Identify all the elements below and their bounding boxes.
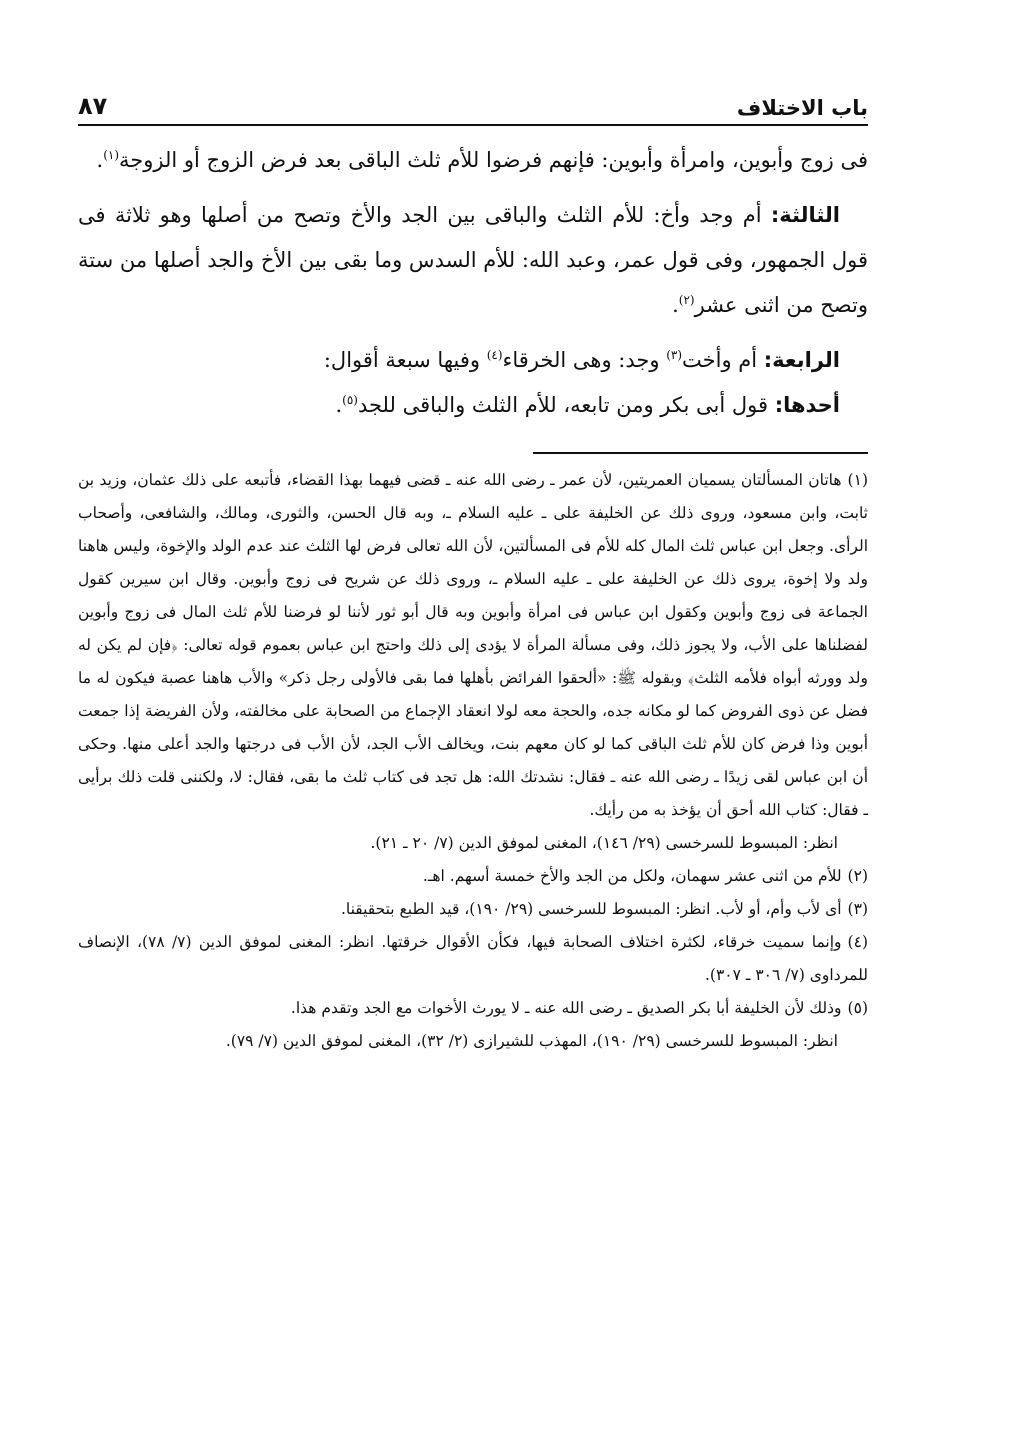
footnote-number: (٢) (847, 867, 868, 885)
paragraph (78, 138, 868, 183)
footnote (78, 893, 868, 926)
footnote-ref: (٤) (486, 348, 503, 362)
footnote-text: وذلك لأن الخليفة أبا بكر الصديق ـ رضى الله عنه ـ لا يورث الأخوات مع الجد وتقدم هذا. (290, 999, 842, 1017)
footnote-ref: (٥) (342, 393, 358, 407)
page-number: ٨٧ (78, 92, 108, 120)
footnotes (78, 464, 868, 1058)
footnote-number: (٤) (847, 933, 868, 951)
book-page (78, 84, 868, 1058)
paragraph (78, 383, 868, 428)
paragraph-end: . (672, 293, 679, 317)
paragraph-text: وجد: وهى الخرقاء (502, 348, 667, 372)
footnote-text: للأم من اثنى عشر سهمان، ولكل من الجد والأخ خمسة أسهم. اهـ. (422, 867, 842, 885)
footnote (78, 926, 868, 992)
paragraph-text: فى زوج وأبوين، وامرأة وأبوين: فإنهم فرضوا للأم ثلث الباقى بعد فرض الزوج أو الزوجة (119, 148, 868, 172)
footnote (78, 860, 868, 893)
footnote-ref: (١) (103, 148, 120, 162)
paragraph-lead: الرابعة: (763, 348, 840, 372)
footnote-divider (533, 452, 868, 454)
paragraph-end: . (96, 148, 104, 172)
footnote-text: أى لأب وأم، أو لأب. انظر: المبسوط للسرخسى (٢٩/ ١٩٠)، قيد الطبع بتحقيقنا. (340, 900, 842, 918)
paragraph (78, 193, 868, 328)
paragraph-text: وفيها سبعة أقوال: (323, 348, 487, 372)
footnote-ref: (٣) (666, 348, 683, 362)
paragraph-lead: الثالثة: (770, 203, 840, 227)
footnote (78, 992, 868, 1025)
running-title: باب الاختلاف (736, 96, 868, 120)
footnote-number: (٣) (847, 900, 868, 918)
main-text (78, 138, 868, 428)
paragraph (78, 338, 868, 383)
footnote-reference: انظر: المبسوط للسرخسى (٢٩/ ١٤٦)، المغنى لموفق الدين (٧/ ٢٠ ـ ٢١). (370, 834, 838, 852)
footnote-reference: انظر: المبسوط للسرخسى (٢٩/ ١٩٠)، المهذب للشيرازى (٢/ ٣٢)، المغنى لموفق الدين (٧/ ٧٩). (225, 1032, 838, 1050)
footnote (78, 464, 868, 827)
footnote-number: (٥) (847, 999, 868, 1017)
paragraph-text: قول أبى بكر ومن تابعه، للأم الثلث والباقى للجد (357, 393, 775, 417)
footnote-ref: (٢) (678, 293, 695, 307)
paragraph-text: أم وجد وأخ: للأم الثلث والباقى بين الجد والأخ وتصح من أصلها وهو ثلاثة فى قول الجمهور، وفى قول عمر، وعبد الله: للأم السدس وما بقى بين الأخ والجد أصلها من ستة وتصح من اثنى عشر (78, 203, 868, 317)
paragraph-end: . (335, 393, 343, 417)
paragraph-text: أم وأخت (682, 348, 764, 372)
page-header (78, 84, 868, 126)
footnote-text: هاتان المسألتان يسميان العمريتين، لأن عمر ـ رضى الله عنه ـ قضى فيهما بهذا القضاء، فأتبعه على ذلك عثمان، وزيد بن ثابت، وابن مسعود، وروى ذلك عن الخليفة على ـ عليه السلام ـ، وبه قال الحسن، والثورى، ومالك، والشافعى، وأصحاب الرأى. وجعل ابن عباس ثلث المال كله للأم فى المسألتين، لأن الله تعالى فرض لها الثلث عند عدم الولد والإخوة، وليس هاهنا ولد ولا إخوة، يروى ذلك عن الخليفة على ـ عليه السلام ـ، وروى ذلك عن شريح فى زوج وأبوين. وقال ابن سيرين كقول الجماعة فى زوج وأبوين وكقول ابن عباس فى امرأة وأبوين وبه قال أبو ثور لأننا لو فرضنا للأم ثلث المال فى زوج وأبوين لفضلناها على الأب، ولا يجوز ذلك، وفى مسألة المرأة لا يؤدى إلى ذلك واحتج ابن عباس بعموم قوله تعالى: ﴿فإن لم يكن له ولد وورثه أبواه فلأمه الثلث﴾ وبقوله ﷺ: «ألحقوا الفرائض بأهلها فما بقى فالأولى رجل ذكر» والأب هاهنا عصبة فيكون له ما فضل عن ذوى الفروض كما لو مكانه جده، والحجة معه لولا انعقاد الإجماع من الصحابة على مخالفته، ولأن الفريضة إذا جمعت أبوين وذا فرض كان للأم ثلث الباقى كما لو كان معهم بنت، ويخالف الأب الجد، لأن الأب فى درجتها والجد أعلى منها. وحكى أن ابن عباس لقى زيدًا ـ رضى الله عنه ـ فقال: نشدتك الله: هل تجد فى كتاب ثلث ما بقى، فقال: لا، ولكننى قلت ذلك برأيى ـ فقال: كتاب الله أحق أن يؤخذ به من رأيك. (78, 471, 868, 819)
paragraph-lead: أحدها: (774, 393, 840, 417)
footnote-number: (١) (847, 471, 868, 489)
footnote-text: وإنما سميت خرقاء، لكثرة اختلاف الصحابة فيها، فكأن الأقوال خرقتها. انظر: المغنى لموفق الدين (٧/ ٧٨)، الإنصاف للمرداوى (٧/ ٣٠٦ ـ ٣٠٧). (78, 933, 868, 984)
